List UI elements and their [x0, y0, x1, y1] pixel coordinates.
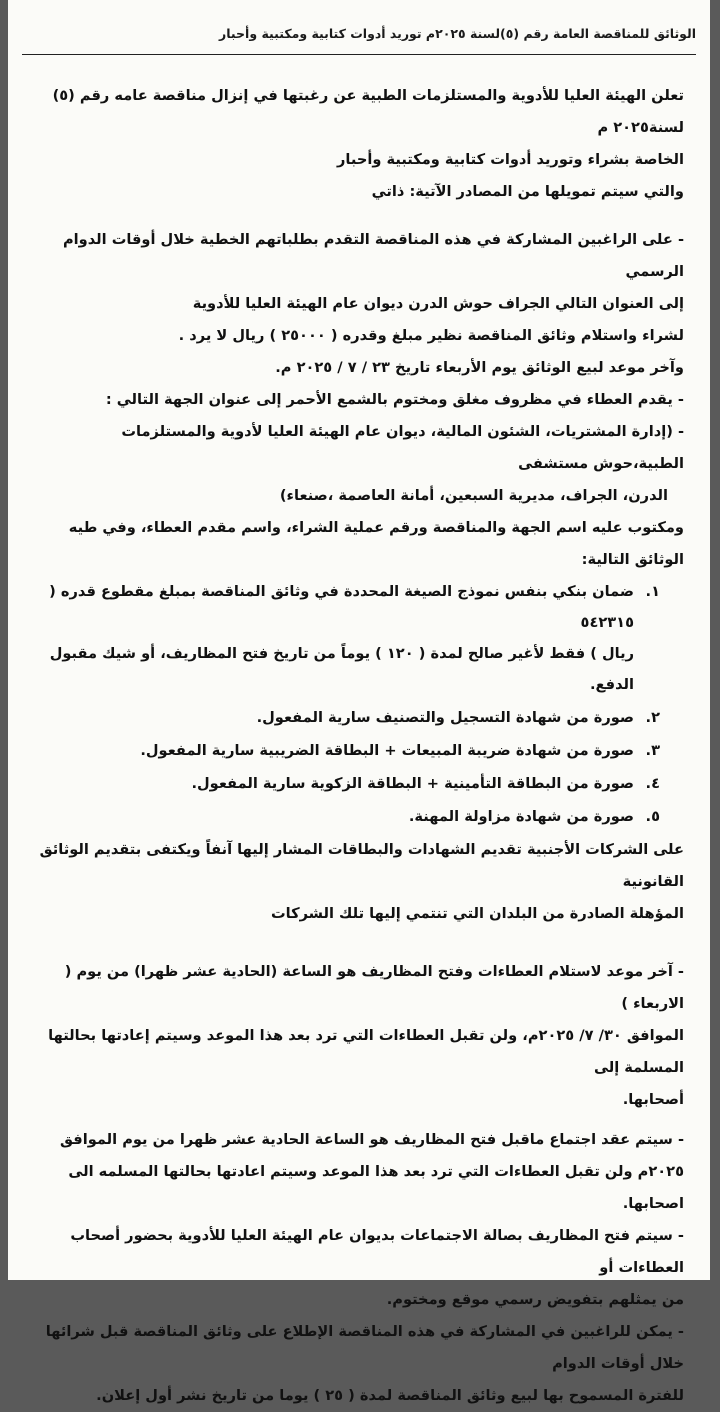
list-item-text: صورة من شهادة مزاولة المهنة. [408, 808, 634, 825]
deadline-line: - آخر موعد لاستلام العطاءات وفتح المظاريف هو الساعة (الحادية عشر ظهرا) من يوم ( الاربعاء ) [64, 963, 684, 1012]
document-body [32, 80, 684, 1412]
bid-opening-section [32, 1220, 684, 1316]
intro-line: الخاصة بشراء وتوريد أدوات كتابية ومكتبية وأحبار [337, 151, 684, 168]
list-item-text: ريال ) فقط لأغير صالح لمدة ( ١٢٠ ) يوماً من تاريخ فتح المظاريف، أو شيك مقبول الدفع. [49, 645, 634, 693]
list-item-text: صورة من شهادة التسجيل والتصنيف سارية المفعول. [256, 709, 634, 726]
deadline-line: أصحابها. [622, 1091, 684, 1108]
submission-line: - (إدارة المشتريات، الشئون المالية، ديوان عام الهيئة العليا لأدوية والمستلزمات الطبية،حوش مستشفى [121, 423, 684, 472]
review-line: للفترة المسموح بها لبيع وثائق المناقصة لمدة ( ٢٥ ) يوما من تاريخ نشر أول إعلان. [96, 1387, 684, 1404]
list-item [32, 735, 660, 766]
document-page [8, 0, 710, 1404]
deadline-line: الموافق ٣٠/ ٧/ ٢٠٢٥م، ولن تقبل العطاءات التي ترد بعد هذا الموعد وسيتم إعادتها بحالتها المسلمة إلى [48, 1027, 684, 1076]
purchase-section [32, 224, 684, 384]
list-item-text: صورة من البطاقة التأمينية + البطاقة الزكوية سارية المفعول. [191, 775, 634, 792]
intro-paragraph [32, 80, 684, 208]
meeting-line: ٢٠٢٥م ولن تقبل العطاءات التي ترد بعد هذا الموعد وسيتم اعادتها بحالتها المسلمه الى اصحابها. [68, 1163, 684, 1212]
foreign-line: المؤهلة الصادرة من البلدان التي تنتمي إليها تلك الشركات [270, 905, 684, 922]
list-number: ٤. [645, 775, 660, 792]
deadline-section [32, 956, 684, 1116]
foreign-companies-note [32, 834, 684, 930]
list-item [32, 702, 660, 733]
list-item-text: ضمان بنكي بنفس نموذج الصيغة المحددة في وثائق المناقصة بمبلغ مقطوع قدره ( ٥٤٢٣١٥ [49, 583, 634, 631]
submission-line: ومكتوب عليه اسم الجهة والمناقصة ورقم عملية الشراء، واسم مقدم العطاء، وفي طيه الوثائق التالية: [68, 519, 684, 568]
list-item [32, 576, 660, 700]
meeting-line: - سيتم عقد اجتماع ماقبل فتح المظاريف هو الساعة الحادية عشر ظهرا من يوم الموافق [60, 1131, 684, 1148]
intro-line: والتي سيتم تمويلها من المصادر الآتية: ذاتي [371, 183, 684, 200]
submission-line: الدرن، الجراف، مديرية السبعين، أمانة العاصمة ،صنعاء) [279, 487, 668, 504]
list-item [32, 768, 660, 799]
review-line: - يمكن للراغبين في المشاركة في هذه المناقصة الإطلاع على وثائق المناقصة قبل شرائها خلال أوقات الدوام [45, 1323, 684, 1372]
purchase-line: - على الراغبين المشاركة في هذه المناقصة التقدم بطلباتهم الخطية خلال أوقات الدوام الرسمي [62, 231, 684, 280]
required-documents-list [32, 576, 684, 832]
pre-bid-meeting-section [32, 1124, 684, 1220]
foreign-line: على الشركات الأجنبية تقديم الشهادات والبطاقات المشار إليها آنفاً ويكتفى بتقديم الوثائق القانونية [39, 841, 684, 890]
header-divider [22, 54, 696, 55]
document-review-section [32, 1316, 684, 1412]
submission-section [32, 384, 684, 576]
document-header: الوثائق للمناقصة العامة رقم (٥)لسنة ٢٠٢٥م توريد أدوات كتابية ومكتبية وأحبار [219, 26, 696, 41]
list-item [32, 801, 660, 832]
purchase-line: لشراء واستلام وثائق المناقصة نظير مبلغ وقدره ( ٢٥٠٠٠ ) ريال لا يرد . [178, 327, 684, 344]
list-number: ٥. [645, 808, 660, 825]
purchase-line: وآخر موعد لبيع الوثائق يوم الأربعاء تاريخ ٢٣ / ٧ / ٢٠٢٥ م. [275, 359, 684, 376]
list-number: ١. [645, 583, 660, 600]
submission-line: - يقدم العطاء في مظروف مغلق ومختوم بالشمع الأحمر إلى عنوان الجهة التالي : [105, 391, 684, 408]
list-number: ٣. [645, 742, 660, 759]
intro-line: تعلن الهيئة العليا للأدوية والمستلزمات الطبية عن رغبتها في إنزال مناقصة عامه رقم (٥) لسنة٢٠٢٥ م [52, 87, 684, 136]
opening-line: من يمثلهم بتفويض رسمي موقع ومختوم. [386, 1291, 684, 1308]
opening-line: - سيتم فتح المظاريف بصالة الاجتماعات بديوان عام الهيئة العليا للأدوية بحضور أصحاب العطاءات أو [70, 1227, 684, 1276]
list-number: ٢. [645, 709, 660, 726]
purchase-line: إلى العنوان التالي الجراف حوش الدرن ديوان عام الهيئة العليا للأدوية [192, 295, 684, 312]
list-item-text: صورة من شهادة ضريبة المبيعات + البطاقة الضريبية سارية المفعول. [140, 742, 634, 759]
